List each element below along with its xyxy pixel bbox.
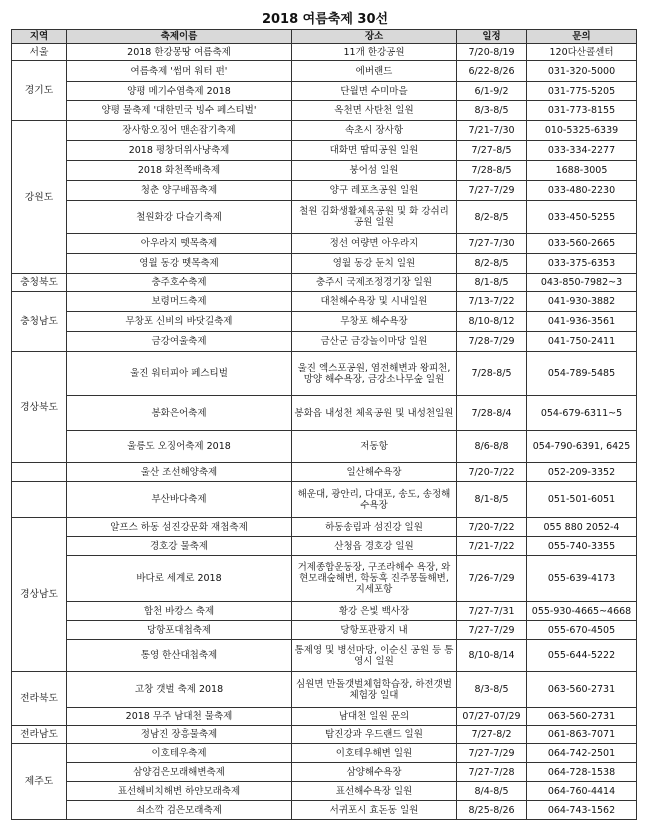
page-title: 2018 여름축제 30선 [261,12,389,27]
festival-name-cell: 영월 동강 뗏목축제 [67,254,292,274]
table-row [12,782,637,801]
festival-name-cell: 표선해비치해변 하얀모래축제 [67,782,292,801]
place-cell: 일산해수욕장 [292,463,457,482]
contact-cell: 043-850-7982~3 [527,274,637,292]
contact-cell: 064-743-1562 [527,801,637,820]
place-cell: 서귀포시 효돈동 일원 [292,801,457,820]
festival-name-cell: 청춘 양구배꼽축제 [67,181,292,201]
schedule-cell: 8/3-8/5 [457,672,527,708]
table-row [12,763,637,782]
contact-cell: 031-320-5000 [527,61,637,82]
table-row [12,396,637,431]
table-row [12,621,637,640]
table-row [12,744,637,763]
place-cell: 통제영 및 병선마당, 이순신 공원 등 통영시 일원 [292,640,457,672]
region-cell [12,482,67,518]
festival-name-cell: 울릉도 오징어축제 2018 [67,431,292,463]
festival-name-cell: 통영 한산대첩축제 [67,640,292,672]
festival-name-cell: 아우라지 뗏목축제 [67,234,292,254]
festival-name-cell: 울산 조선해양축제 [67,463,292,482]
contact-cell: 033-334-2277 [527,141,637,161]
region-cell: 강원도 [12,121,67,274]
place-cell: 무창포 해수욕장 [292,312,457,332]
region-cell: 경상남도 [12,518,67,672]
header-row [12,30,637,44]
festival-name-cell: 2018 화천쪽배축제 [67,161,292,181]
place-cell: 대천해수욕장 및 시내일원 [292,292,457,312]
schedule-cell: 8/25-8/26 [457,801,527,820]
region-cell: 전라북도 [12,672,67,726]
table-row [12,801,637,820]
contact-cell: 010-5325-6339 [527,121,637,141]
schedule-cell: 7/20-7/22 [457,518,527,537]
festival-name-cell: 고창 갯벌 축제 2018 [67,672,292,708]
schedule-cell: 7/21-7/30 [457,121,527,141]
festival-name-cell: 합천 바캉스 축제 [67,602,292,621]
festival-name-cell: 당항포대첩축제 [67,621,292,640]
festival-name-cell: 양평 물축제 '대한민국 빙수 페스티벌' [67,101,292,121]
schedule-cell: 8/10-8/14 [457,640,527,672]
place-cell: 거제종합운동장, 구조라해수 욕장, 와현모래숲해변, 학동흑 진주몽돌해변, 지세포항 [292,556,457,602]
place-cell: 삼양해수욕장 [292,763,457,782]
contact-cell: 031-775-5205 [527,82,637,101]
contact-cell: 064-742-2501 [527,744,637,763]
contact-cell: 055-670-4505 [527,621,637,640]
festival-name-cell: 철원화강 다슬기축제 [67,201,292,234]
festival-table-body [12,44,637,820]
schedule-cell: 7/20-8/19 [457,44,527,61]
contact-cell: 055 880 2052-4 [527,518,637,537]
place-cell: 당항포관광지 내 [292,621,457,640]
contact-cell: 052-209-3352 [527,463,637,482]
place-cell: 저동항 [292,431,457,463]
contact-cell: 054-679-6311~5 [527,396,637,431]
festival-name-cell: 삼양검은모래해변축제 [67,763,292,782]
contact-cell: 055-930-4665~4668 [527,602,637,621]
schedule-cell: 8/10-8/12 [457,312,527,332]
place-cell: 산청읍 경호강 일원 [292,537,457,556]
contact-cell: 033-480-2230 [527,181,637,201]
table-row [12,141,637,161]
contact-cell: 063-560-2731 [527,708,637,726]
schedule-cell: 7/27-8/2 [457,726,527,744]
region-cell: 경기도 [12,61,67,121]
festival-name-cell: 금강여울축제 [67,332,292,352]
contact-cell: 051-501-6051 [527,482,637,518]
schedule-cell: 8/1-8/5 [457,274,527,292]
schedule-cell: 7/27-7/31 [457,602,527,621]
place-cell: 11개 한강공원 [292,44,457,61]
table-row [12,292,637,312]
table-row [12,181,637,201]
contact-cell: 055-639-4173 [527,556,637,602]
place-cell: 황강 은빛 백사장 [292,602,457,621]
table-row [12,82,637,101]
festival-name-cell: 장사항오징어 맨손잡기축제 [67,121,292,141]
place-cell: 남대천 일원 문의 [292,708,457,726]
contact-cell: 061-863-7071 [527,726,637,744]
region-cell: 전라남도 [12,726,67,744]
schedule-cell: 6/1-9/2 [457,82,527,101]
header-festival-name: 축제이름 [67,30,292,44]
region-cell: 서울 [12,44,67,61]
table-row [12,672,637,708]
table-row [12,352,637,396]
festival-name-cell: 여름축제 '썸머 워터 펀' [67,61,292,82]
table-row [12,640,637,672]
table-row [12,431,637,463]
contact-cell: 033-375-6353 [527,254,637,274]
header-place: 장소 [292,30,457,44]
header-region: 지역 [12,30,67,44]
festival-name-cell: 무창포 신비의 바닷길축제 [67,312,292,332]
region-cell [12,463,67,482]
schedule-cell: 8/1-8/5 [457,482,527,518]
festival-name-cell: 정남진 장흥물축제 [67,726,292,744]
schedule-cell: 7/27-8/5 [457,141,527,161]
place-cell: 울진 엑스포공원, 염전해변과 왕피천, 망양 해수욕장, 금강소나무숲 일원 [292,352,457,396]
table-row [12,161,637,181]
festival-name-cell: 바다로 세계로 2018 [67,556,292,602]
schedule-cell: 8/6-8/8 [457,431,527,463]
place-cell: 해운대, 광안리, 다대포, 송도, 송정해수욕장 [292,482,457,518]
table-row [12,726,637,744]
table-row [12,254,637,274]
festival-name-cell: 2018 무주 남대천 물축제 [67,708,292,726]
place-cell: 에버랜드 [292,61,457,82]
contact-cell: 031-773-8155 [527,101,637,121]
contact-cell: 120다산콜센터 [527,44,637,61]
place-cell: 금산군 금강놀이마당 일원 [292,332,457,352]
contact-cell: 041-750-2411 [527,332,637,352]
festival-name-cell: 부산바다축제 [67,482,292,518]
contact-cell: 054-790-6391, 6425 [527,431,637,463]
table-row [12,518,637,537]
contact-cell: 1688-3005 [527,161,637,181]
table-row [12,121,637,141]
table-row [12,463,637,482]
schedule-cell: 7/13-7/22 [457,292,527,312]
table-row [12,537,637,556]
festival-name-cell: 쇠소깍 검은모래축제 [67,801,292,820]
region-cell: 충청북도 [12,274,67,292]
festival-name-cell: 양평 메기수염축제 2018 [67,82,292,101]
festival-name-cell: 이호테우축제 [67,744,292,763]
schedule-cell: 8/2-8/5 [457,201,527,234]
table-row [12,602,637,621]
contact-cell: 063-560-2731 [527,672,637,708]
place-cell: 봉화읍 내성천 체육공원 및 내성천일원 [292,396,457,431]
schedule-cell: 7/27-7/30 [457,234,527,254]
festival-table [11,29,637,820]
place-cell: 표선해수욕장 일원 [292,782,457,801]
table-row [12,332,637,352]
region-cell: 제주도 [12,744,67,820]
table-row [12,556,637,602]
contact-cell: 033-450-5255 [527,201,637,234]
festival-name-cell: 보령머드축제 [67,292,292,312]
contact-cell: 064-760-4414 [527,782,637,801]
schedule-cell: 7/27-7/29 [457,621,527,640]
table-row [12,61,637,82]
place-cell: 대화면 땀띠공원 일원 [292,141,457,161]
schedule-cell: 8/4-8/5 [457,782,527,801]
place-cell: 단월면 수미마을 [292,82,457,101]
place-cell: 충주시 국제조정경기장 일원 [292,274,457,292]
place-cell: 옥천면 사탄천 일원 [292,101,457,121]
contact-cell: 064-728-1538 [527,763,637,782]
header-schedule: 일정 [457,30,527,44]
schedule-cell: 7/20-7/22 [457,463,527,482]
place-cell: 영월 동강 둔치 일원 [292,254,457,274]
contact-cell: 055-644-5222 [527,640,637,672]
schedule-cell: 7/27-7/28 [457,763,527,782]
table-row [12,201,637,234]
table-row [12,234,637,254]
table-row [12,274,637,292]
table-row [12,312,637,332]
schedule-cell: 8/2-8/5 [457,254,527,274]
contact-cell: 041-930-3882 [527,292,637,312]
table-row [12,101,637,121]
schedule-cell: 7/21-7/22 [457,537,527,556]
festival-name-cell: 2018 평창더위사냥축제 [67,141,292,161]
festival-name-cell: 봉화은어축제 [67,396,292,431]
place-cell: 이호테우해변 일원 [292,744,457,763]
contact-cell: 033-560-2665 [527,234,637,254]
schedule-cell: 7/28-7/29 [457,332,527,352]
contact-cell: 055-740-3355 [527,537,637,556]
schedule-cell: 7/27-7/29 [457,744,527,763]
schedule-cell: 8/3-8/5 [457,101,527,121]
table-row [12,482,637,518]
place-cell: 철원 김화생활체육공원 및 화 강쉬리 공원 일원 [292,201,457,234]
region-cell: 경상북도 [12,352,67,463]
place-cell: 붕어섬 일원 [292,161,457,181]
festival-name-cell: 울진 워터피아 페스티벌 [67,352,292,396]
schedule-cell: 6/22-8/26 [457,61,527,82]
schedule-cell: 07/27-07/29 [457,708,527,726]
table-row [12,708,637,726]
place-cell: 하동송림과 섬진강 일원 [292,518,457,537]
festival-name-cell: 충주호수축제 [67,274,292,292]
place-cell: 심원면 만돌갯벌체험학습장, 하전갯벌체험장 일대 [292,672,457,708]
festival-name-cell: 2018 한강몽땅 여름축제 [67,44,292,61]
place-cell: 정선 여량면 아우라지 [292,234,457,254]
schedule-cell: 7/28-8/4 [457,396,527,431]
place-cell: 탐진강과 우드랜드 일원 [292,726,457,744]
schedule-cell: 7/28-8/5 [457,161,527,181]
region-cell: 충청남도 [12,292,67,352]
place-cell: 양구 레포츠공원 일원 [292,181,457,201]
schedule-cell: 7/27-7/29 [457,181,527,201]
festival-name-cell: 알프스 하동 섬진강문화 재첩축제 [67,518,292,537]
schedule-cell: 7/26-7/29 [457,556,527,602]
schedule-cell: 7/28-8/5 [457,352,527,396]
contact-cell: 054-789-5485 [527,352,637,396]
festival-name-cell: 경호강 물축제 [67,537,292,556]
header-contact: 문의 [527,30,637,44]
table-row [12,44,637,61]
place-cell: 속초시 장사항 [292,121,457,141]
contact-cell: 041-936-3561 [527,312,637,332]
